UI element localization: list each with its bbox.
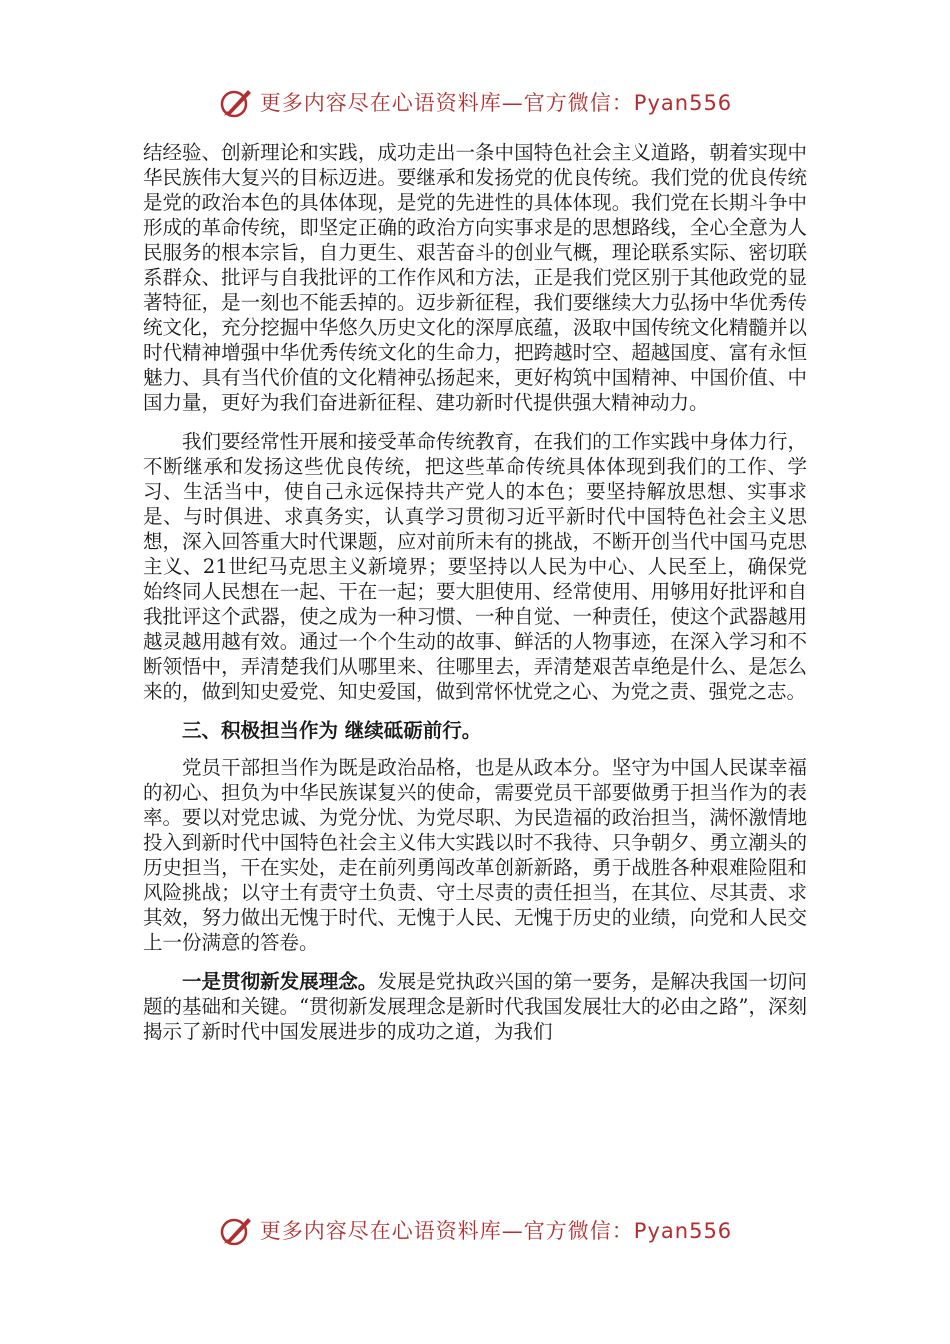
paragraph-lead: 一是贯彻新发展理念。 bbox=[182, 970, 378, 993]
paragraph-text: 发展是党执政兴国的第一要务，是解决我国一切问题的基础和关键。“贯彻新发展理念是新时代我国发展壮大的必由之路”，深刻揭示了新时代中国发展进步的成功之道，为我们 bbox=[143, 970, 807, 1043]
document-body bbox=[143, 140, 807, 1044]
banner-text: 更多内容尽在心语资料库—官方微信：Pyan556 bbox=[259, 91, 733, 115]
footer-banner bbox=[0, 1208, 950, 1252]
paragraph bbox=[143, 969, 807, 1044]
section-heading: 三、积极担当作为 继续砥砺前行。 bbox=[182, 719, 482, 742]
quill-pen-seal-icon bbox=[218, 1212, 254, 1248]
header-banner bbox=[0, 80, 950, 124]
paragraph: 我们要经常性开展和接受革命传统教育，在我们的工作实践中身体力行，不断继承和发扬这些优良传统，把这些革命传统具体体现到我们的工作、学习、生活当中，使自己永远保持共产党人的本色；要坚持解放思想、实事求是、与时俱进、求真务实，认真学习贯彻习近平新时代中国特色社会主义思想，深入回答重大时代课题，应对前所未有的挑战，不断开创当代中国马克思主义、21世纪马克思主义新境界；要坚持以人民为中心、人民至上，确保党始终同人民想在一起、干在一起；要大胆使用、经常使用、用够用好批评和自我批评这个武器，使之成为一种习惯、一种自觉、一种责任，使这个武器越用越灵越用越有效。通过一个个生动的故事、鲜活的人物事迹，在深入学习和不断领悟中，弄清楚我们从哪里来、往哪里去，弄清楚艰苦卓绝是什么、是怎么来的，做到知史爱党、知史爱国，做到常怀忧党之心、为党之责、强党之志。 bbox=[143, 430, 807, 703]
paragraph: 党员干部担当作为既是政治品格，也是从政本分。坚守为中国人民谋幸福的初心、担负为中华民族谋复兴的使命，需要党员干部要做勇于担当作为的表率。要以对党忠诚、为党分忧、为党尽职、为民造福的政治担当，满怀激情地投入到新时代中国特色社会主义伟大实践以时不我待、只争朝夕、勇立潮头的历史担当，干在实处，走在前列勇闯改革创新新路，勇于战胜各种艰难险阻和风险挑战；以守土有责守土负责、守土尽责的责任担当，在其位、尽其责、求其效，努力做出无愧于时代、无愧于人民、无愧于历史的业绩，向党和人民交上一份满意的答卷。 bbox=[143, 756, 807, 954]
paragraph: 结经验、创新理论和实践，成功走出一条中国特色社会主义道路，朝着实现中华民族伟大复兴的目标迈进。要继承和发扬党的优良传统。我们党的优良传统是党的政治本色的具体体现，是党的先进性的具体体现。我们党在长期斗争中形成的革命传统，即坚定正确的政治方向实事求是的思想路线，全心全意为人民服务的根本宗旨，自力更生、艰苦奋斗的创业气概，理论联系实际、密切联系群众、批评与自我批评的工作作风和方法，正是我们党区别于其他政党的显著特征，是一刻也不能丢掉的。迈步新征程，我们要继续大力弘扬中华优秀传统文化，充分挖掘中华悠久历史文化的深厚底蕴，汲取中国传统文化精髓并以时代精神增强中华优秀传统文化的生命力，把跨越时空、超越国度、富有永恒魅力、具有当代价值的文化精神弘扬起来，更好构筑中国精神、中国价值、中国力量，更好为我们奋进新征程、建功新时代提供强大精神动力。 bbox=[143, 141, 807, 414]
quill-pen-seal-icon bbox=[218, 84, 254, 120]
banner-text: 更多内容尽在心语资料库—官方微信：Pyan556 bbox=[259, 1219, 733, 1243]
